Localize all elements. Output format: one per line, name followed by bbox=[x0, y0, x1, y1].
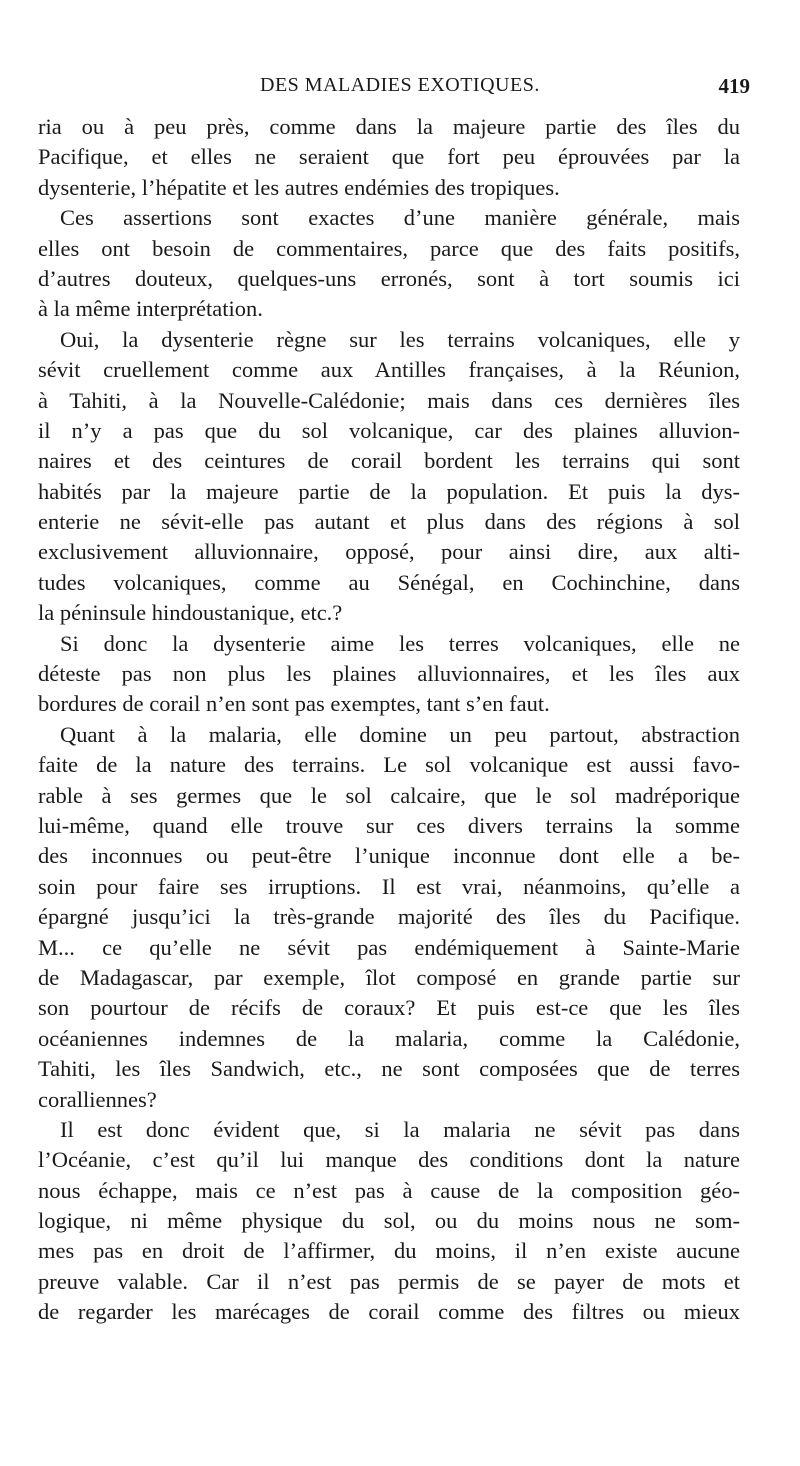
text-line: des inconnues ou peut-être l’unique inconnue dont elle a be- bbox=[38, 843, 740, 869]
text-line: coralliennes? bbox=[38, 1086, 157, 1112]
text-line: il n’y a pas que du sol volcanique, car des plaines alluvion- bbox=[38, 417, 740, 443]
text-line: enterie ne sévit-elle pas autant et plus dans des régions à sol bbox=[38, 509, 740, 535]
text-line: Pacifique, et elles ne seraient que fort peu éprouvées par la bbox=[38, 144, 740, 170]
text-line: soin pour faire ses irruptions. Il est vrai, néanmoins, qu’elle a bbox=[38, 873, 740, 899]
running-head bbox=[60, 74, 750, 104]
text-line: déteste pas non plus les plaines alluvionnaires, et les îles aux bbox=[38, 661, 740, 687]
running-title: DES MALADIES EXOTIQUES. bbox=[260, 74, 540, 96]
text-line: épargné jusqu’ici la très-grande majorité des îles du Pacifique. bbox=[38, 904, 740, 930]
page-number: 419 bbox=[718, 74, 750, 98]
text-line: Tahiti, les îles Sandwich, etc., ne sont composées que de terres bbox=[38, 1056, 740, 1082]
text-line: dysenterie, l’hépatite et les autres endémies des tropiques. bbox=[38, 174, 560, 200]
text-line: M... ce qu’elle ne sévit pas endémiquement à Sainte-Marie bbox=[38, 934, 740, 960]
text-line: Il est donc évident que, si la malaria ne sévit pas dans bbox=[60, 1116, 740, 1142]
text-line: logique, ni même physique du sol, ou du moins nous ne som- bbox=[38, 1208, 740, 1234]
text-line: nous échappe, mais ce n’est pas à cause de la composition géo- bbox=[38, 1177, 740, 1203]
text-line: ria ou à peu près, comme dans la majeure partie des îles du bbox=[38, 114, 740, 139]
text-line: mes pas en droit de l’affirmer, du moins, il n’en existe aucune bbox=[38, 1238, 740, 1264]
text-line: naires et des ceintures de corail bordent les terrains qui sont bbox=[38, 448, 740, 474]
text-line: Si donc la dysenterie aime les terres volcaniques, elle ne bbox=[60, 630, 740, 656]
text-line: Oui, la dysenterie règne sur les terrains volcaniques, elle y bbox=[60, 326, 740, 352]
text-line: bordures de corail n’en sont pas exemptes, tant s’en faut. bbox=[38, 691, 550, 717]
text-line: sévit cruellement comme aux Antilles françaises, à la Réunion, bbox=[38, 357, 740, 383]
text-line: rable à ses germes que le sol calcaire, que le sol madréporique bbox=[38, 782, 740, 808]
text-line: lui-même, quand elle trouve sur ces divers terrains la somme bbox=[38, 812, 740, 838]
text-line: habités par la majeure partie de la population. Et puis la dys- bbox=[38, 478, 740, 504]
text-line: faite de la nature des terrains. Le sol volcanique est aussi favo- bbox=[38, 752, 740, 778]
text-line: à Tahiti, à la Nouvelle-Calédonie; mais dans ces dernières îles bbox=[38, 387, 740, 413]
text-line: l’Océanie, c’est qu’il lui manque des conditions dont la nature bbox=[38, 1147, 740, 1173]
text-line: elles ont besoin de commentaires, parce que des faits positifs, bbox=[38, 235, 740, 261]
text-line: de Madagascar, par exemple, îlot composé en grande partie sur bbox=[38, 964, 740, 990]
text-line: la péninsule hindoustanique, etc.? bbox=[38, 600, 343, 626]
text-line: à la même interprétation. bbox=[38, 296, 263, 322]
text-line: tudes volcaniques, comme au Sénégal, en Cochinchine, dans bbox=[38, 569, 740, 595]
text-line: son pourtour de récifs de coraux? Et puis est-ce que les îles bbox=[38, 995, 740, 1021]
text-line: de regarder les marécages de corail comme des filtres ou mieux bbox=[38, 1299, 740, 1325]
text-line: Quant à la malaria, elle domine un peu partout, abstraction bbox=[60, 721, 740, 747]
text-line: d’autres douteux, quelques-uns erronés, sont à tort soumis ici bbox=[38, 265, 740, 291]
text-line: exclusivement alluvionnaire, opposé, pour ainsi dire, aux alti- bbox=[38, 539, 740, 565]
text-line: océaniennes indemnes de la malaria, comme la Calédonie, bbox=[38, 1025, 740, 1051]
text-line: preuve valable. Car il n’est pas permis de se payer de mots et bbox=[38, 1268, 740, 1294]
body-text bbox=[38, 112, 740, 1328]
text-line: Ces assertions sont exactes d’une manière générale, mais bbox=[60, 205, 740, 231]
